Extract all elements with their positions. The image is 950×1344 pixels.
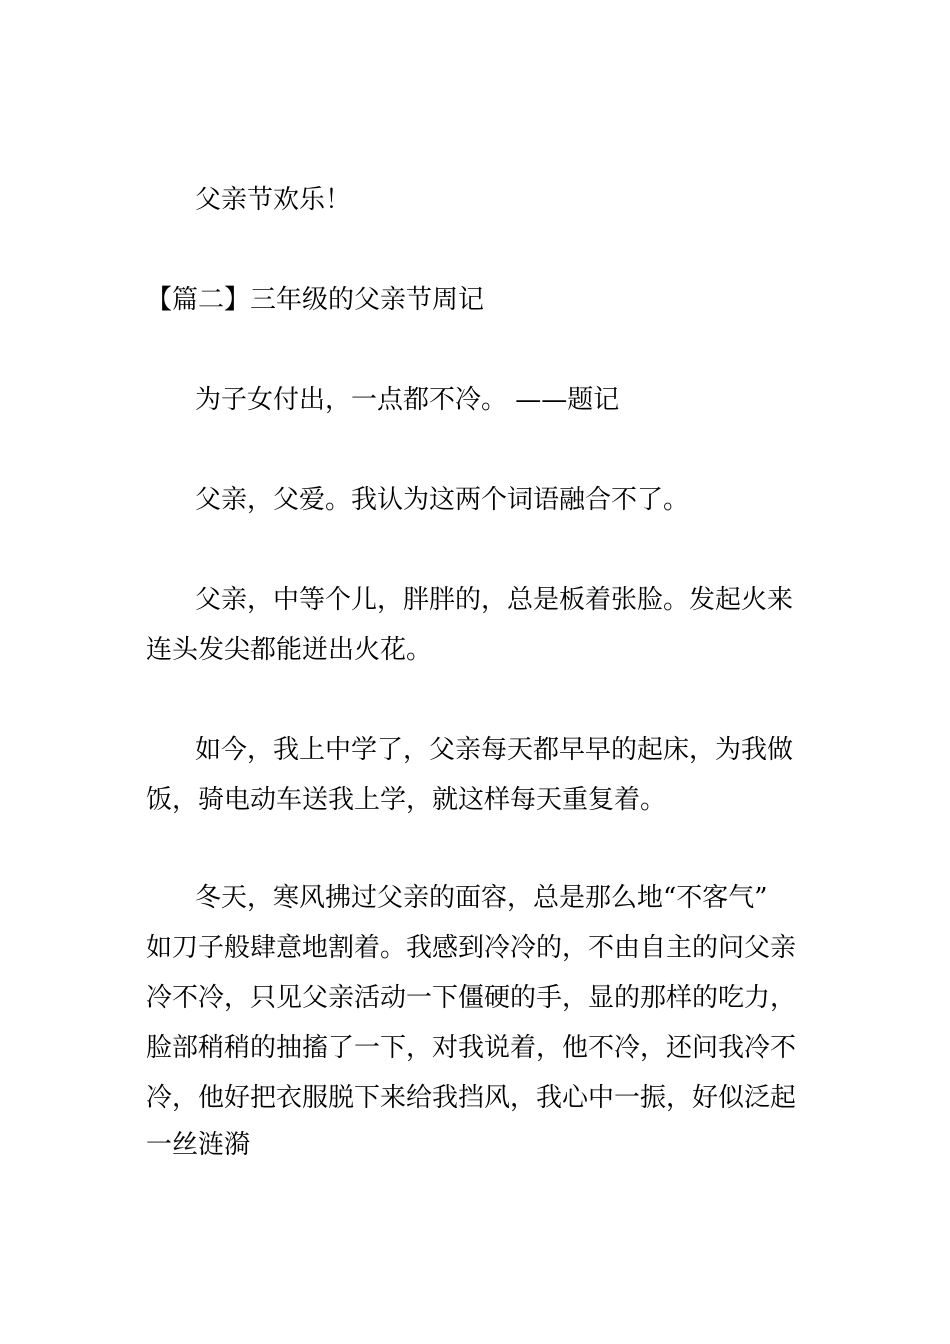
paragraph-4-line-4: 脸部稍稍的抽搐了一下，对我说着，他不冷，还问我冷不 (146, 1033, 797, 1063)
section-heading: 【篇二】三年级的父亲节周记 (146, 285, 485, 315)
paragraph-1-line-1: 父亲，父爱。我认为这两个词语融合不了。 (195, 485, 690, 515)
epigraph: 为子女付出，一点都不冷。 ——题记 (195, 385, 620, 415)
paragraph-2-line-2: 连头发尖都能迸出火花。 (146, 635, 433, 665)
paragraph-4-line-5: 冷，他好把衣服脱下来给我挡风，我心中一振，好似泛起 (146, 1083, 797, 1113)
paragraph-3-line-2: 饭，骑电动车送我上学，就这样每天重复着。 (146, 785, 667, 815)
paragraph-4-line-2: 如刀子般肆意地割着。我感到冷冷的，不由自主的问父亲 (146, 933, 797, 963)
paragraph-3-line-1: 如今，我上中学了，父亲每天都早早的起床，为我做 (195, 735, 794, 765)
paragraph-4-line-3: 冷不冷，只见父亲活动一下僵硬的手，显的那样的吃力， (146, 983, 797, 1013)
closing-line: 父亲节欢乐！ (195, 185, 352, 215)
paragraph-4-line-1: 冬天，寒风拂过父亲的面容，总是那么地“不客气” (195, 883, 768, 913)
paragraph-4-line-6: 一丝涟漪 (146, 1130, 251, 1160)
paragraph-2-line-1: 父亲，中等个儿，胖胖的，总是板着张脸。发起火来 (195, 585, 794, 615)
